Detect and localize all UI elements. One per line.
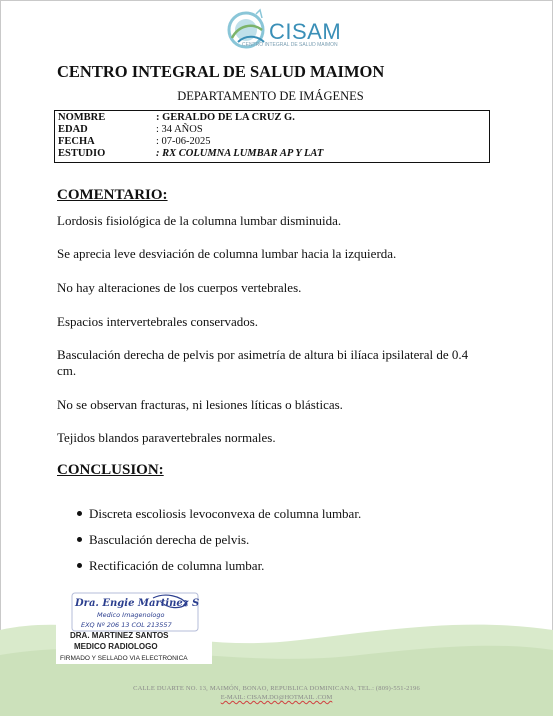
svg-text:Medico Imagenologo: Medico Imagenologo — [97, 611, 165, 619]
footer-email: E-MAIL: CISAM.DO@HOTMAIL .COM — [220, 694, 333, 701]
comment-paragraph: Tejidos blandos paravertebrales normales. — [57, 430, 276, 445]
comment-paragraph: No hay alteraciones de los cuerpos vertebrales. — [57, 280, 302, 295]
bullet-icon — [77, 563, 82, 568]
info-label: FECHA — [58, 136, 95, 147]
info-label: NOMBRE — [58, 112, 106, 123]
signature-note: FIRMADO Y SELLADO VIA ELECTRONICA — [60, 655, 188, 662]
footer-address: CALLE DUARTE NO. 13, MAIMÓN, BONAO, REPUBLICA DOMINICANA, TEL.: (809)-551-2196 — [133, 685, 420, 692]
list-item-text: Rectificación de columna lumbar. — [89, 558, 265, 573]
patient-age-value: : 34 AÑOS — [156, 124, 203, 135]
comment-paragraph: Espacios intervertebrales conservados. — [57, 314, 259, 329]
handwritten-signature-icon — [69, 590, 203, 634]
department-title: DEPARTAMENTO DE IMÁGENES — [177, 89, 364, 103]
comentario-heading: COMENTARIO: — [57, 187, 168, 203]
comment-paragraph: Se aprecia leve desviación de columna lumbar hacia la izquierda. — [57, 246, 397, 261]
logo-subtitle: CENTRO INTEGRAL DE SALUD MAIMON — [242, 42, 338, 48]
bullet-icon — [77, 537, 82, 542]
comment-paragraph: No se observan fracturas, ni lesiones líticas o blásticas. — [57, 397, 343, 412]
patient-name-value: : GERALDO DE LA CRUZ G. — [156, 112, 295, 123]
logo-wordmark: CISAM — [269, 19, 342, 44]
info-label: ESTUDIO — [58, 148, 106, 159]
patient-info-box — [54, 110, 490, 163]
svg-text:EXQ Nº 206 13 COL 213557: EXQ Nº 206 13 COL 213557 — [81, 621, 172, 629]
signer-title: MEDICO RADIOLOGO — [74, 642, 158, 651]
exam-date-value: : 07-06-2025 — [156, 136, 211, 147]
comment-paragraph: Basculación derecha de pelvis por asimetría de altura bi ilíaca ipsilateral de 0.4 cm. — [57, 347, 469, 378]
comment-paragraph: Lordosis fisiológica de la columna lumbar disminuida. — [57, 213, 342, 228]
list-item-text: Discreta escoliosis levoconvexa de columna lumbar. — [89, 506, 362, 521]
svg-text:Dra. Engie Martinez S: Dra. Engie Martinez S — [75, 598, 200, 609]
signer-name: DRA. MARTINEZ SANTOS — [70, 631, 169, 640]
signature-stamp — [56, 584, 212, 664]
study-value: : RX COLUMNA LUMBAR AP Y LAT — [156, 148, 324, 159]
conclusion-heading: CONCLUSION: — [57, 462, 164, 478]
info-label: EDAD — [58, 124, 88, 135]
list-item-text: Basculación derecha de pelvis. — [89, 532, 250, 547]
bullet-icon — [77, 511, 82, 516]
organization-title: CENTRO INTEGRAL DE SALUD MAIMON — [57, 62, 385, 81]
